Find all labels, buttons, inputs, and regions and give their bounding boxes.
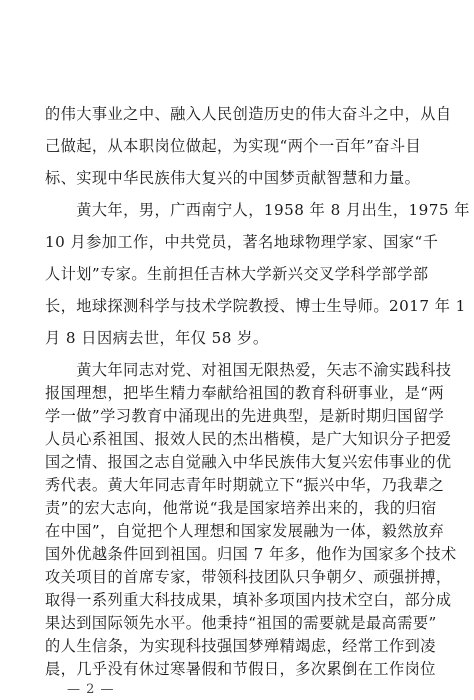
paragraph-1-line-1: 的伟大事业之中、融入人民创造历史的伟大奋斗之中，从自 <box>45 105 452 123</box>
paragraph-3-line-9: 国外优越条件回到祖国。归国 7 年多，他作为国家多个技术 <box>45 545 457 563</box>
page-number: — 2 — <box>67 682 115 697</box>
paragraph-2-line-1: 黄大年，男，广西南宁人，1958 年 8 月出生，1975 年 <box>45 201 470 219</box>
paragraph-3-line-2: 报国理想，把毕生精力奉献给祖国的教育科研事业，是“两 <box>45 384 445 402</box>
paragraph-3-line-6: 秀代表。黄大年同志青年时期就立下“振兴中华，乃我辈之 <box>45 476 445 494</box>
paragraph-3-line-3: 学一做”学习教育中涌现出的先进典型，是新时期归国留学 <box>45 407 445 425</box>
paragraph-1-line-2: 己做起，从本职岗位做起，为实现“两个一百年”奋斗目 <box>45 137 422 155</box>
paragraph-2-line-2: 10 月参加工作，中共党员，著名地球物理学家、国家“千 <box>45 233 439 251</box>
paragraph-1-line-3: 标、实现中华民族伟大复兴的中国梦贡献智慧和力量。 <box>45 169 421 187</box>
paragraph-3-line-4: 人员心系祖国、报效人民的杰出楷模，是广大知识分子把爱 <box>45 430 452 448</box>
paragraph-2-line-4: 长，地球探测科学与技术学院教授、博士生导师。2017 年 1 <box>45 297 466 315</box>
paragraph-3-line-7: 责”的宏大志向，他常说“我是国家培养出来的，我的归宿 <box>45 499 437 517</box>
paragraph-3-line-1: 黄大年同志对党、对祖国无限热爱，矢志不渝实践科技 <box>45 361 452 379</box>
paragraph-3-line-5: 国之情、报国之志自觉融入中华民族伟大复兴宏伟事业的优 <box>45 453 452 471</box>
paragraph-3-line-8: 在中国”，自觉把个人理想和国家发展融为一体，毅然放弃 <box>45 522 445 540</box>
paragraph-3-line-11: 取得一系列重大科技成果，填补多项国内技术空白，部分成 <box>45 591 452 609</box>
paragraph-2-line-3: 人计划”专家。生前担任吉林大学新兴交叉学科学部学部 <box>45 265 429 283</box>
paragraph-2-line-5: 月 8 日因病去世，年仅 58 岁。 <box>45 329 269 347</box>
paragraph-3-line-13: 的人生信条，为实现科技强国梦殚精竭虑，经常工作到凌 <box>45 637 436 655</box>
paragraph-3-line-14: 晨，几乎没有休过寒暑假和节假日，多次累倒在工作岗位 <box>45 660 436 678</box>
paragraph-3-line-10: 攻关项目的首席专家，带领科技团队只争朝夕、顽强拼搏， <box>45 568 452 586</box>
paragraph-3-line-12: 果达到国际领先水平。他秉持“祖国的需要就是最高需要” <box>45 614 437 632</box>
